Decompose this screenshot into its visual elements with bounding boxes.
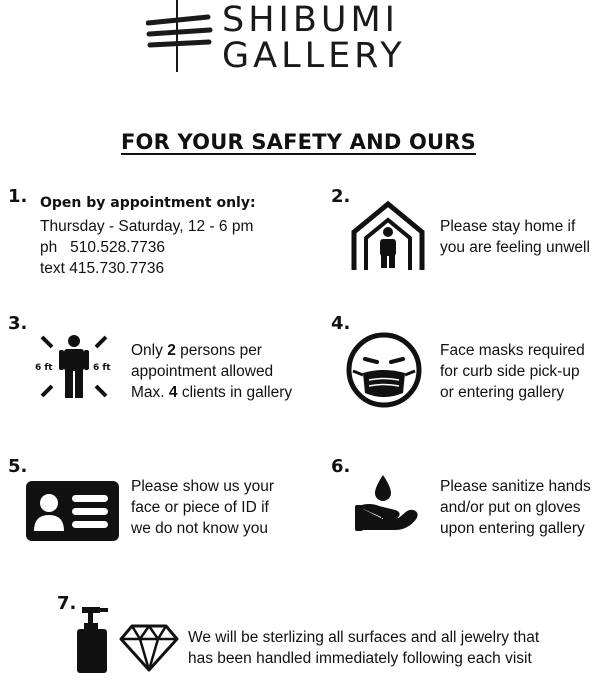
item-3-line-2: appointment allowed bbox=[131, 363, 274, 380]
client-count: 4 bbox=[168, 384, 178, 401]
item-6-line: Please sanitize hands bbox=[440, 478, 591, 495]
item-3-line-3 bbox=[131, 382, 292, 403]
item-3-line-1-post: persons per bbox=[175, 342, 262, 359]
item-6-text bbox=[440, 476, 591, 539]
distance-label-right: 6 ft bbox=[93, 363, 111, 373]
item-4-text bbox=[440, 340, 585, 403]
item-5-line: face or piece of ID if bbox=[131, 499, 269, 516]
item-3-line-3-post: clients in gallery bbox=[177, 384, 293, 401]
hand-sanitize-icon bbox=[355, 473, 420, 533]
item-2-line: Please stay home if bbox=[440, 218, 576, 235]
item-1-line: Thursday - Saturday, 12 - 6 pm bbox=[40, 218, 254, 235]
item-3-text bbox=[131, 340, 292, 403]
item-4-line: for curb side pick-up bbox=[440, 363, 580, 380]
item-2-line: you are feeling unwell bbox=[440, 239, 590, 256]
item-6-line: upon entering gallery bbox=[440, 520, 585, 537]
item-5-number: 5. bbox=[8, 456, 28, 477]
item-2-text bbox=[440, 216, 590, 258]
item-1-number: 1. bbox=[8, 186, 28, 207]
logo-line-shibumi: SHIBUMI bbox=[222, 0, 400, 40]
item-5-text bbox=[131, 476, 274, 539]
person-count: 2 bbox=[167, 342, 176, 359]
distance-label-left: 6 ft bbox=[35, 363, 53, 373]
social-distance-icon bbox=[30, 332, 118, 402]
diamond-icon bbox=[118, 623, 180, 673]
item-1-line: ph 510.528.7736 bbox=[40, 239, 165, 256]
item-7-number: 7. bbox=[57, 593, 77, 614]
face-mask-icon bbox=[345, 331, 423, 409]
item-3-line-3-pre: Max. bbox=[131, 384, 169, 401]
item-7-line: has been handled immediately following each visit bbox=[188, 650, 532, 667]
gallery-logo bbox=[146, 0, 426, 76]
item-7-line: We will be sterlizing all surfaces and all jewelry that bbox=[188, 629, 540, 646]
item-2-number: 2. bbox=[331, 186, 351, 207]
item-4-line: or entering gallery bbox=[440, 384, 565, 401]
page-title: FOR YOUR SAFETY AND OURS bbox=[121, 130, 477, 154]
item-4-line: Face masks required bbox=[440, 342, 585, 359]
logo-line-gallery: GALLERY bbox=[222, 36, 406, 76]
item-3-line-1 bbox=[131, 340, 292, 361]
logo-mark-icon bbox=[146, 0, 216, 76]
item-4-number: 4. bbox=[331, 313, 351, 334]
item-5-line: we do not know you bbox=[131, 520, 269, 537]
item-6-line: and/or put on gloves bbox=[440, 499, 581, 516]
id-card-icon bbox=[26, 481, 119, 541]
pump-bottle-icon bbox=[74, 605, 112, 675]
item-5-line: Please show us your bbox=[131, 478, 275, 495]
item-3-line-1-pre: Only bbox=[131, 342, 168, 359]
item-1-line: text 415.730.7736 bbox=[40, 260, 165, 277]
item-1-text bbox=[40, 216, 253, 279]
item-1-heading: Open by appointment only: bbox=[40, 195, 256, 211]
item-3-number: 3. bbox=[8, 313, 28, 334]
item-7-text bbox=[188, 627, 539, 669]
house-person-icon bbox=[350, 200, 426, 272]
item-6-number: 6. bbox=[331, 456, 351, 477]
